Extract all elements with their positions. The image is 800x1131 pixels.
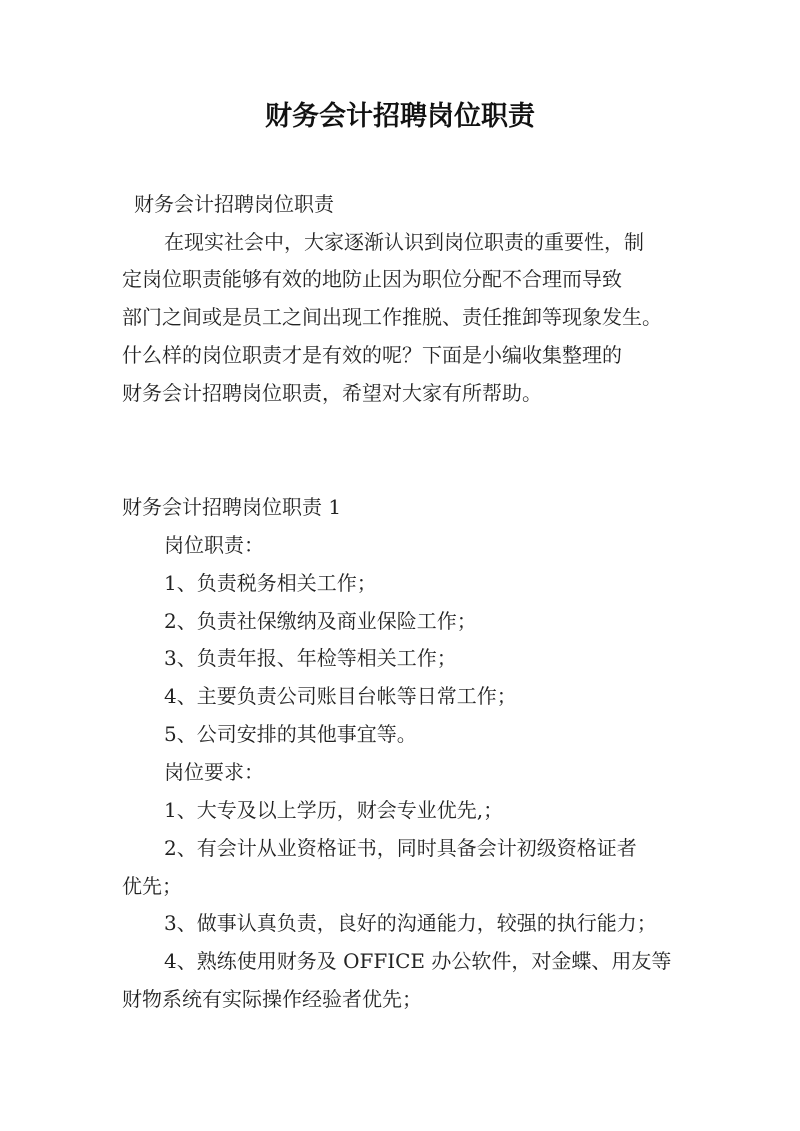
requirement-item: 4、熟练使用财务及 OFFICE 办公软件，对金蝶、用友等 bbox=[164, 949, 672, 973]
intro-line: 什么样的岗位职责才是有效的呢？下面是小编收集整理的 bbox=[122, 343, 622, 367]
duty-item: 1、负责税务相关工作； bbox=[164, 571, 377, 595]
requirement-item-continuation: 财物系统有实际操作经验者优先； bbox=[122, 987, 422, 1011]
requirements-label: 岗位要求： bbox=[164, 760, 264, 784]
section-heading: 财务会计招聘岗位职责 1 bbox=[122, 495, 342, 519]
document-subtitle: 财务会计招聘岗位职责 bbox=[134, 192, 334, 216]
intro-line: 部门之间或是员工之间出现工作推脱、责任推卸等现象发生。 bbox=[122, 305, 662, 329]
duty-item: 3、负责年报、年检等相关工作； bbox=[164, 646, 457, 670]
requirement-item: 2、有会计从业资格证书，同时具备会计初级资格证者 bbox=[164, 836, 637, 860]
duty-item: 5、公司安排的其他事宜等。 bbox=[164, 722, 417, 746]
requirement-item: 1、大专及以上学历，财会专业优先,； bbox=[164, 798, 504, 822]
requirement-item: 3、做事认真负责，良好的沟通能力，较强的执行能力； bbox=[164, 911, 657, 935]
requirement-item-continuation: 优先； bbox=[122, 874, 182, 898]
intro-line: 财务会计招聘岗位职责，希望对大家有所帮助。 bbox=[122, 381, 542, 405]
intro-line: 定岗位职责能够有效的地防止因为职位分配不合理而导致 bbox=[122, 267, 622, 291]
document-title: 财务会计招聘岗位职责 bbox=[265, 101, 535, 132]
intro-line: 在现实社会中，大家逐渐认识到岗位职责的重要性，制 bbox=[164, 230, 644, 254]
duty-item: 2、负责社保缴纳及商业保险工作； bbox=[164, 609, 477, 633]
duty-item: 4、主要负责公司账目台帐等日常工作； bbox=[164, 684, 517, 708]
duties-label: 岗位职责： bbox=[164, 533, 264, 557]
